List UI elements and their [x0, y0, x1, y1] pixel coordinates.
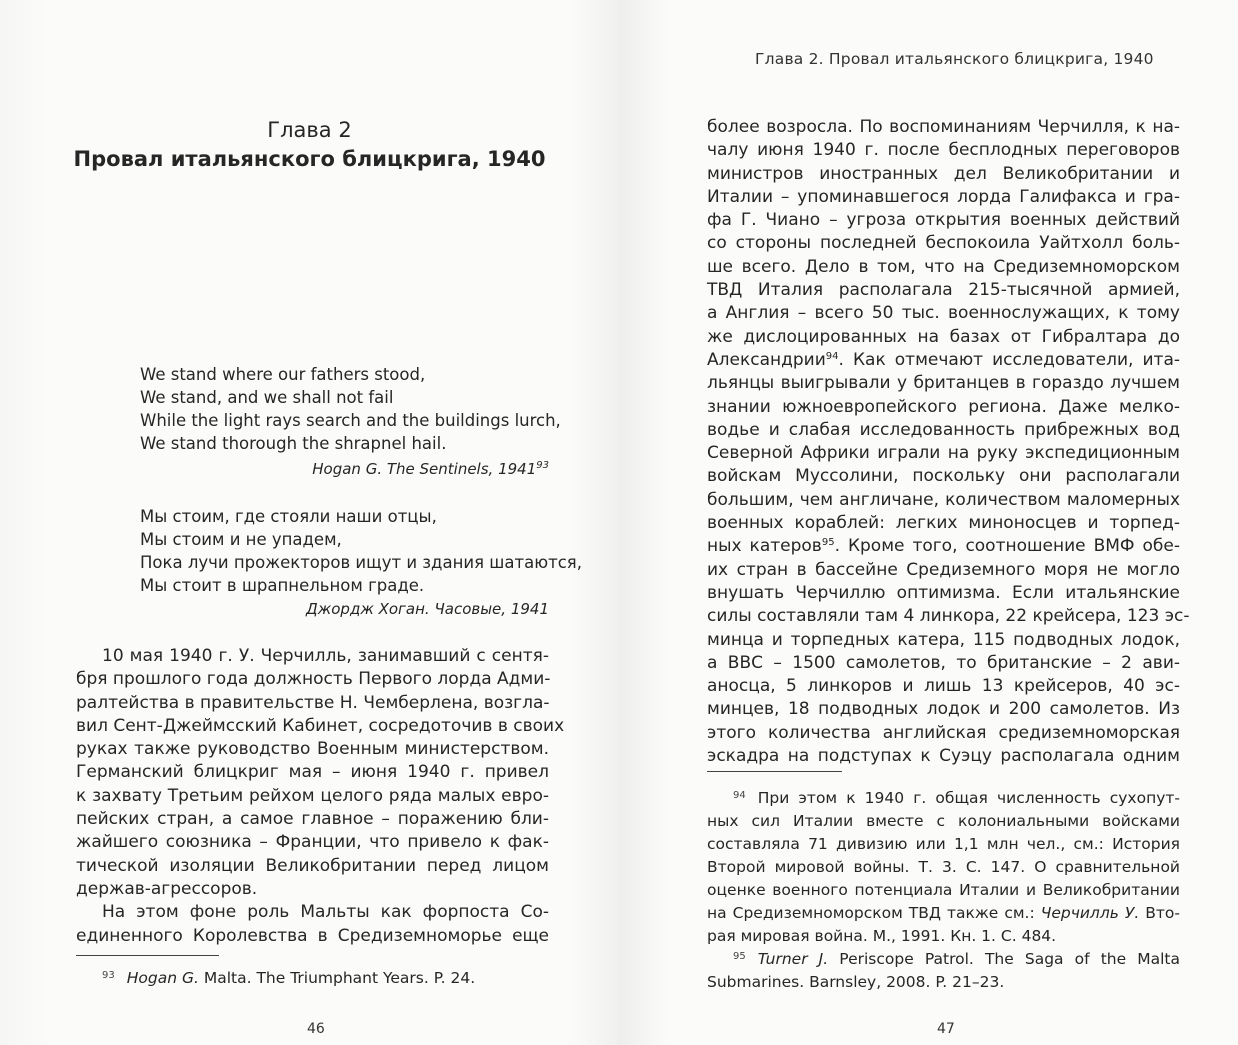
text-line: 10 мая 1940 г. У. Черчилль, занимавший с сентя- — [102, 646, 549, 666]
text-line: бря прошлого года должность Первого лорда Адми- — [76, 669, 551, 690]
epigraph-russian-attribution: Джордж Хоган. Часовые, 1941 — [306, 600, 549, 618]
text-line: ных катеров$^{95}$. Кроме того, соотношение ВМФ обе- — [707, 536, 1181, 557]
text-line: а Англия – всего 50 тыс. военнослужащих, к тому — [707, 303, 1180, 324]
text-line: внушать Черчиллю оптимизма. Если итальянские — [707, 582, 1180, 603]
text-line: со стороны последней беспокоила Уайтхолл боль- — [707, 233, 1180, 254]
epigraph-english-attribution: Hogan G. The Sentinels, 1941$^{93}$ — [312, 460, 549, 478]
text-line: фа Г. Чиано – угроза открытия военных действий — [707, 210, 1180, 231]
footnote-94: $^{94}$ При этом к 1940 г. общая численность сухопут- ных сил Италии вместе с колониальными войсками составляла 71 дивизию или 1,1 млн чел., см.: История Второй мировой войны. Т. 3. С. 147. О сравнительной оценке военного потенциала Италии и Великобритании на Средиземноморском ТВД также см.: Черчилль У. Вто- рая мировая война. М., 1991. Кн. 1. С. 484. — [707, 784, 1180, 948]
verse-line: Мы стоим и не упадем, — [140, 530, 342, 549]
text-line: чалу июня 1940 г. после бесплодных переговоров — [707, 140, 1180, 161]
footnote-separator — [707, 771, 842, 772]
text-line: минца и торпедных катера, 115 подводных лодок, — [707, 629, 1180, 650]
footnote-line: на Средиземноморском ТВД также см.: Черчилль У. Вто- — [707, 904, 1180, 922]
footnote-ref-94[interactable]: 94 — [825, 350, 839, 362]
footnote-95: $^{95}$ Turner J. Periscope Patrol. The Saga of the Malta Submarines. Barnsley, 2008. P. 21–23. — [707, 945, 1180, 994]
text-line: жайшего союзника – Франции, что привело к фак- — [76, 832, 549, 853]
text-line: силы составляли там 4 линкора, 22 крейсера, 123 эс- — [707, 606, 1190, 627]
footnote-line: рая мировая война. М., 1991. Кн. 1. С. 484. — [707, 927, 1057, 945]
text-line: держав-агрессоров. — [76, 878, 258, 899]
text-line: этого количества английская средиземноморская — [707, 722, 1180, 743]
text-line: знании южноевропейского региона. Даже мелко- — [707, 396, 1180, 417]
footnote-line: оценке военного потенциала Италии и Великобритании — [707, 881, 1180, 899]
text-line: ралтейства в правительстве Н. Чемберлена, возгла- — [76, 692, 550, 713]
text-line: министров иностранных дел Великобритании и — [707, 163, 1180, 184]
text-line: пейских стран, а самое главное – поражению бли- — [76, 809, 549, 830]
chapter-number: Глава 2 — [267, 118, 352, 142]
text-line: эскадра на подступах к Суэцу располагала одним — [707, 746, 1180, 767]
epigraph-english — [140, 363, 561, 455]
text-line: ше всего. Дело в том, что на Средиземноморском — [707, 256, 1180, 277]
body-text-left — [76, 645, 565, 948]
verse-line: Мы стоим, где стояли наши отцы, — [140, 507, 437, 526]
footnote-separator — [76, 955, 219, 956]
footnote-ref-95[interactable]: 95 — [821, 537, 835, 549]
chapter-title: Провал итальянского блицкрига, 1940 — [73, 147, 546, 171]
page-number: 46 — [307, 1021, 325, 1037]
footnote-line: составляла 71 дивизию или 1,1 млн чел., см.: История — [707, 835, 1180, 853]
text-line: более возросла. По воспоминаниям Черчилля, к на- — [707, 117, 1180, 137]
text-line: большим, чем англичане, количеством маломерных — [707, 489, 1180, 510]
text-line: минцев, 18 подводных лодок и 200 самолетов. Из — [707, 699, 1180, 720]
text-line: вил Сент-Джеймсский Кабинет, сосредоточив в своих — [76, 715, 565, 736]
text-line: аносца, 5 линкоров и лишь 13 крейсеров, 40 эс- — [707, 676, 1180, 697]
text-line: ТВД Италия располагала 215-тысячной армией, — [707, 280, 1180, 301]
footnote-93: $^{93}$ Hogan G. Malta. The Triumphant Years. P. 24. — [102, 969, 476, 987]
text-line: На этом фоне роль Мальты как форпоста Со- — [102, 902, 549, 923]
body-text-right — [707, 116, 1190, 768]
text-line: к захвату Третьим рейхом целого ряда малых евро- — [76, 785, 549, 806]
footnote-line: Submarines. Barnsley, 2008. P. 21–23. — [707, 973, 1005, 991]
text-line: руках также руководство Военным министерством. — [76, 739, 549, 760]
verse-line: Пока лучи прожекторов ищут и здания шатаются, — [140, 553, 582, 572]
verse-line: Мы стоит в шрапнельном граде. — [140, 576, 425, 595]
text-line: тической изоляции Великобритании перед лицом — [76, 855, 549, 876]
verse-line: We stand where our fathers stood, — [140, 365, 426, 384]
page-number: 47 — [937, 1021, 955, 1037]
verse-line: We stand thorough the shrapnel hail. — [140, 434, 447, 453]
verse-line: While the light rays search and the buildings lurch, — [140, 411, 561, 430]
text-line: льянцы выигрывали у британцев в гораздо лучшем — [707, 373, 1180, 394]
footnote-line: ных сил Италии вместе с колониальными войсками — [707, 812, 1180, 830]
text-line: а ВВС – 1500 самолетов, то британские – 2 ави- — [707, 652, 1180, 673]
verse-line: We stand, and we shall not fail — [140, 388, 394, 407]
text-line: Северной Африки играли на руку экспедиционным — [707, 443, 1180, 464]
text-line: военных кораблей: легких миноносцев и торпед- — [707, 513, 1180, 534]
text-line: Германский блицкриг мая – июня 1940 г. привел — [76, 762, 549, 783]
epigraph-russian — [140, 505, 582, 597]
text-line: же дислоцированных на базах от Гибралтара до — [707, 326, 1180, 347]
footnote-ref-93[interactable]: 93 — [536, 460, 549, 471]
text-line: войскам Муссолини, поскольку они располагали — [707, 466, 1180, 487]
text-line: единенного Королевства в Средиземноморье еще — [76, 925, 549, 946]
text-line: их стран в бассейне Средиземного моря не могло — [707, 559, 1180, 580]
right-page — [619, 0, 1238, 1045]
running-header: Глава 2. Провал итальянского блицкрига, 1940 — [755, 50, 1154, 68]
text-line: водье и слабая исследованность прибрежных вод — [707, 419, 1180, 440]
text-line: Александрии$^{94}$. Как отмечают исследователи, ита- — [707, 349, 1180, 370]
footnote-line: Второй мировой войны. Т. 3. С. 147. О сравнительной — [707, 858, 1180, 876]
text-line: Италии – упоминавшегося лорда Галифакса и гра- — [707, 186, 1180, 207]
